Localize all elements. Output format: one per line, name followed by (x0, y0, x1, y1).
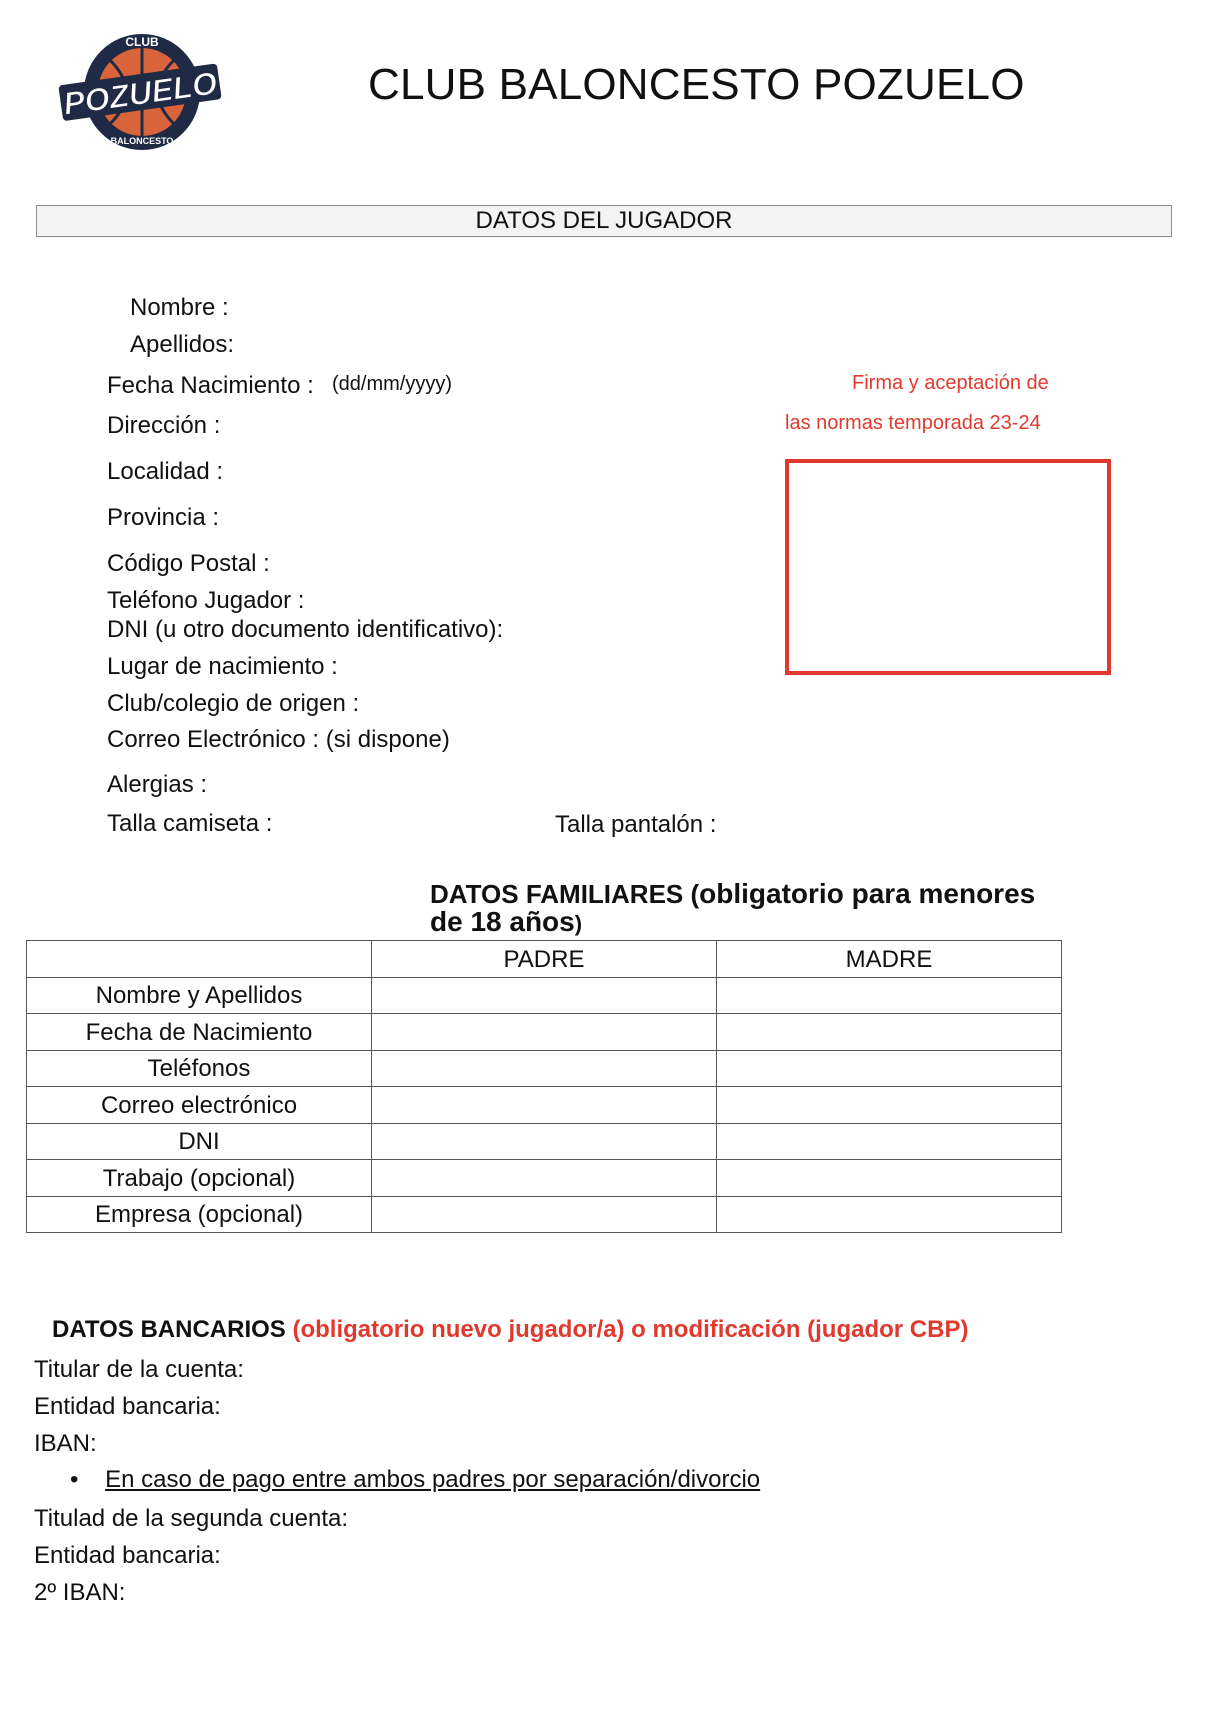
madre-cell[interactable] (717, 1014, 1062, 1051)
field-iban2[interactable]: 2º IBAN: (34, 1579, 126, 1606)
table-header-padre: PADRE (372, 941, 717, 978)
table-header-cell (27, 941, 372, 978)
padre-cell[interactable] (372, 1160, 717, 1197)
table-row (27, 1087, 1062, 1124)
field-localidad[interactable]: Localidad : (107, 458, 224, 485)
signature-label-line1: Firma y aceptación de (852, 372, 1049, 394)
bank-section-title (52, 1316, 968, 1344)
table-header-madre: MADRE (717, 941, 1062, 978)
family-title-part3: ) (574, 911, 583, 936)
field-talla-camiseta[interactable]: Talla camiseta : (107, 810, 273, 837)
family-title-part1: DATOS FAMILIARES ( (430, 879, 700, 909)
field-fecha-nacimiento[interactable]: Fecha Nacimiento : (107, 372, 314, 399)
field-correo[interactable]: Correo Electrónico : (si dispone) (107, 726, 450, 753)
field-codigo-postal[interactable]: Código Postal : (107, 550, 270, 577)
field-direccion[interactable]: Dirección : (107, 412, 221, 439)
table-row (27, 1014, 1062, 1051)
field-nombre[interactable]: Nombre : (130, 294, 229, 321)
club-logo (58, 26, 222, 154)
table-row (27, 1123, 1062, 1160)
row-label: Nombre y Apellidos (27, 977, 372, 1014)
madre-cell[interactable] (717, 1050, 1062, 1087)
field-club-origen[interactable]: Club/colegio de origen : (107, 690, 360, 717)
table-row (27, 1050, 1062, 1087)
madre-cell[interactable] (717, 1196, 1062, 1233)
row-label: Trabajo (opcional) (27, 1160, 372, 1197)
madre-cell[interactable] (717, 1160, 1062, 1197)
field-lugar-nacimiento[interactable]: Lugar de nacimiento : (107, 653, 338, 680)
family-section-title (430, 880, 1070, 938)
table-row (27, 1160, 1062, 1197)
table-row (27, 1196, 1062, 1233)
row-label: Teléfonos (27, 1050, 372, 1087)
logo-bottom-text: BALONCESTO (110, 136, 174, 146)
bank-title-note: (obligatorio nuevo jugador/a) o modificación (jugador CBP) (292, 1316, 969, 1343)
family-title-part2: obligatorio para menores de 18 años (430, 878, 1036, 937)
date-format-hint: (dd/mm/yyyy) (332, 373, 452, 395)
logo-main-text: POZUELO (61, 64, 220, 122)
field-provincia[interactable]: Provincia : (107, 504, 220, 531)
padre-cell[interactable] (372, 1087, 717, 1124)
page-title: CLUB BALONCESTO POZUELO (368, 60, 1025, 109)
divorce-note-text: En caso de pago entre ambos padres por separación/divorcio (105, 1466, 761, 1493)
table-row (27, 977, 1062, 1014)
madre-cell[interactable] (717, 1123, 1062, 1160)
field-entidad[interactable]: Entidad bancaria: (34, 1393, 221, 1420)
signature-box[interactable] (785, 459, 1111, 675)
madre-cell[interactable] (717, 977, 1062, 1014)
player-section-title: DATOS DEL JUGADOR (36, 205, 1172, 237)
field-entidad2[interactable]: Entidad bancaria: (34, 1542, 221, 1569)
row-label: Fecha de Nacimiento (27, 1014, 372, 1051)
field-telefono[interactable]: Teléfono Jugador : (107, 587, 305, 614)
field-iban[interactable]: IBAN: (34, 1430, 97, 1457)
padre-cell[interactable] (372, 1014, 717, 1051)
bank-title-text: DATOS BANCARIOS (52, 1316, 286, 1343)
madre-cell[interactable] (717, 1087, 1062, 1124)
row-label: DNI (27, 1123, 372, 1160)
field-apellidos[interactable]: Apellidos: (130, 331, 235, 358)
field-titular[interactable]: Titular de la cuenta: (34, 1356, 244, 1383)
row-label: Correo electrónico (27, 1087, 372, 1124)
table-header-row (27, 941, 1062, 978)
field-titular2[interactable]: Titulad de la segunda cuenta: (34, 1505, 349, 1532)
logo-top-text: CLUB (125, 35, 159, 49)
row-label: Empresa (opcional) (27, 1196, 372, 1233)
field-talla-pantalon[interactable]: Talla pantalón : (555, 811, 717, 838)
padre-cell[interactable] (372, 1123, 717, 1160)
family-table (26, 940, 1062, 1233)
bullet-icon: • (70, 1466, 79, 1493)
signature-label-line2: las normas temporada 23-24 (785, 412, 1041, 434)
padre-cell[interactable] (372, 1050, 717, 1087)
padre-cell[interactable] (372, 1196, 717, 1233)
field-alergias[interactable]: Alergias : (107, 771, 208, 798)
padre-cell[interactable] (372, 977, 717, 1014)
field-dni[interactable]: DNI (u otro documento identificativo): (107, 616, 504, 643)
divorce-note (70, 1466, 760, 1494)
